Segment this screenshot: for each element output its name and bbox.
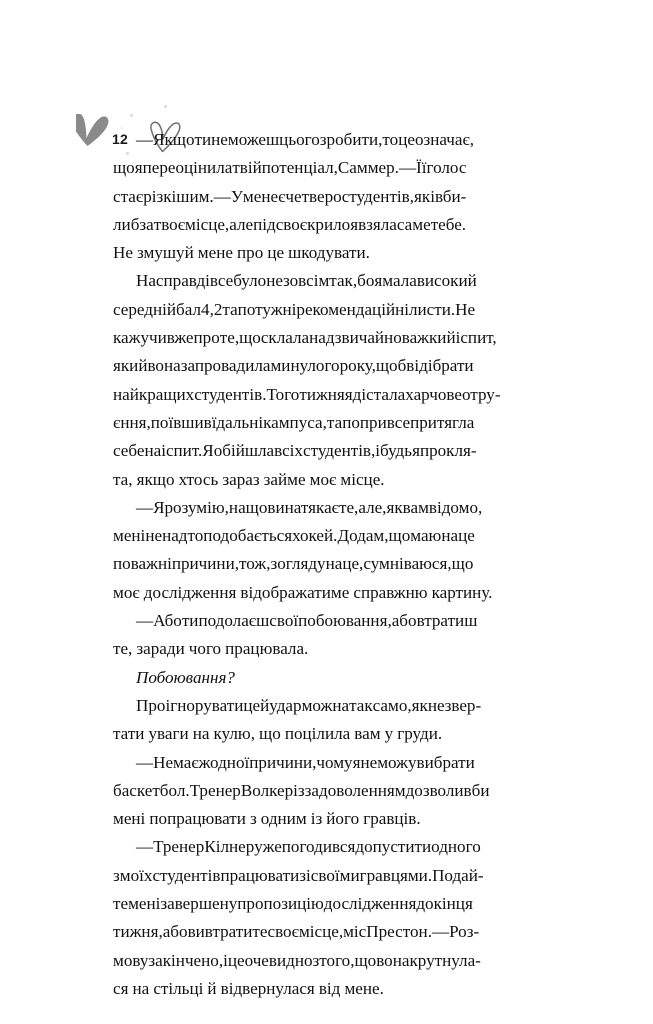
word: одного [431,837,481,857]
word: студентів, [302,441,376,461]
word: — [136,752,154,772]
word: Додам, [337,526,389,546]
word: то [382,130,399,149]
word: ви [267,497,285,517]
word: під [253,214,276,234]
word: тож, [239,554,271,574]
word: крило [307,214,351,234]
word: можеш [227,130,280,149]
word: кампуса, [263,412,327,432]
word: будь [380,441,413,461]
word: можу [377,752,417,772]
text-line [113,862,568,890]
word: Не [455,299,476,319]
word: цього [279,130,320,149]
word: отру- [461,384,501,404]
text-line [113,352,568,380]
word: вибрати [416,752,475,772]
word: поважні [113,554,172,574]
word: із [293,780,305,800]
word: не [360,752,378,772]
word: які [414,186,435,206]
word: Я [202,441,214,461]
word: можна [301,695,350,715]
text-line [113,381,568,409]
word: Немає [153,752,199,772]
word: Насправді [136,271,210,291]
word: і [223,950,228,970]
word: є [278,186,286,206]
word: на [441,526,459,546]
heart-filled-icon [76,114,110,148]
word: Якщо [153,130,195,149]
word: в [203,412,212,432]
word: дістала [352,384,406,404]
text-line [113,437,568,465]
word: який [113,356,148,376]
word: крутнула- [409,950,481,970]
word: я [350,214,359,234]
word: — [136,837,154,857]
word: листи. [409,299,456,319]
word: Роз- [449,922,480,942]
word: бал [176,299,202,319]
word: іспит, [455,328,497,348]
word: моїх [119,865,153,885]
word: Саммер. [337,158,399,178]
word: голос [426,158,467,178]
paragraph [113,692,568,749]
word: про [193,328,220,348]
word: року, [339,356,376,376]
word: вона [147,356,181,376]
word: це [398,130,415,149]
word: твій [232,158,262,178]
word: як [386,497,403,517]
word: поївши [150,412,204,432]
word: — [398,158,417,178]
word: це [227,950,245,970]
word: тебе. [430,214,467,234]
word: на [144,441,162,461]
word: та [222,299,238,319]
word: прокля- [419,441,477,461]
word: не [266,271,283,291]
paragraph [113,126,568,267]
word: Подай- [432,865,484,885]
text-line [113,267,568,295]
word: втратите [204,922,268,942]
word: потужні [237,299,297,319]
word: — [136,130,154,149]
text-line [113,183,568,211]
word: до [416,894,434,914]
word: удар [269,695,302,715]
word: склала [260,328,310,348]
word: студентів. [194,384,267,404]
word: втратиш [416,611,478,631]
word: різкішим. [143,186,214,206]
word: не [211,130,228,149]
paragraph [113,494,568,607]
word: подобається [203,526,293,546]
word: — [136,497,154,517]
word: уже [254,837,282,857]
word: чому [316,752,353,772]
word: високий [416,271,477,291]
word: харчове [405,384,462,404]
word: сумніваюся, [363,554,452,574]
word: іспит. [161,441,203,461]
word: мене [242,186,279,206]
text-line [113,494,568,522]
text-line [113,918,568,946]
word: надто [162,526,204,546]
word: огляду [277,554,326,574]
word: притягла [410,412,475,432]
text-line [113,522,568,550]
word: очевидно [244,950,313,970]
text-line [113,947,568,975]
word: обійшла [213,441,275,461]
word: звер- [444,695,482,715]
text-line: те, заради чого працювала. [113,639,309,659]
word: мову [113,950,149,970]
text-line: та, якщо хтось зараз займе моє місце. [113,469,385,489]
word: це [458,526,475,546]
word: що [239,328,261,348]
decorative-speck [130,114,133,117]
word: своє [267,922,299,942]
word: дозволив [405,780,472,800]
word: минулого [270,356,340,376]
text-line [113,211,568,239]
text-line [113,324,568,352]
text-line [113,833,568,861]
word: потенціал, [261,158,338,178]
word: того, [319,950,355,970]
word: Того [266,384,300,404]
word: найкращих [113,384,195,404]
text-line [113,777,568,805]
word: Тренер [189,780,241,800]
word: Тренер [153,837,205,857]
text-line: тати уваги на кулю, що поцілила вам у груди. [113,724,443,744]
paragraph [113,267,568,493]
text-line [113,296,568,324]
word: але, [358,497,387,517]
word: вби- [434,186,467,206]
word: само, [372,695,412,715]
word: мала [382,271,417,291]
word: за [139,214,154,234]
word: що [245,497,268,517]
word: себе [113,441,145,461]
word: гравцями. [359,865,433,885]
text-line [113,607,568,635]
word: своїми [310,865,360,885]
word: або [162,922,188,942]
word: ти [181,611,199,631]
word: тижня [299,384,345,404]
text-line [113,409,568,437]
word: попри [342,412,387,432]
word: важкий [401,328,456,348]
word: цей [243,695,270,715]
word: тижня, [113,922,163,942]
text-line [113,749,568,777]
word: не [427,695,445,715]
word: задоволенням [304,780,406,800]
word: подолаєш [198,611,270,631]
word: мені [128,894,161,914]
word: дослідження [323,894,417,914]
text-line [113,890,568,918]
word: що [354,950,377,970]
word: закінчено, [148,950,224,970]
word: ви [187,922,205,942]
word: і [375,441,381,461]
word: би [471,780,490,800]
word: рекомендаційні [296,299,409,319]
paragraph [113,664,568,692]
word: або [391,611,417,631]
word: Волкер [240,780,294,800]
word: всіх [274,441,303,461]
word: твоє [153,214,186,234]
word: я [412,441,420,461]
word: пропозицію [237,894,324,914]
word: У [230,186,243,206]
word: та [326,412,343,432]
word: вже [166,328,194,348]
word: кінця [433,894,473,914]
word: розумію, [164,497,229,517]
word: я [134,158,143,178]
word: свої [269,611,299,631]
word: як [411,695,428,715]
word: бо [357,271,375,291]
text-line: Побоювання? [136,667,235,687]
word: — [213,186,231,206]
word: те [113,894,129,914]
decorative-speck [164,105,167,108]
body-text [113,126,568,1003]
word: надзвичайно [309,328,402,348]
word: що [451,554,474,574]
word: з [312,950,320,970]
word: Престон. [366,922,432,942]
text-line [113,126,568,154]
word: на [325,554,343,574]
word: вона [376,950,410,970]
word: зовсім [282,271,330,291]
word: погодився [281,837,356,857]
word: все [386,412,411,432]
word: відомо, [428,497,483,517]
word: міс [343,922,367,942]
word: 4,2 [201,299,223,319]
word: четверо [285,186,342,206]
word: працювати [220,865,300,885]
word: так [349,695,373,715]
word: студентів, [341,186,415,206]
text-line: Не змушуй мене про це шкодувати. [113,243,370,263]
text-line: моє дослідження відображатиме справжню картину. [113,582,493,602]
word: означає, [414,130,475,149]
word: зі [299,865,311,885]
word: запровадила [180,356,271,376]
word: місце, [185,214,230,234]
word: побоювання, [298,611,392,631]
word: так, [329,271,358,291]
word: Кілнер [204,837,255,857]
text-line: мені попрацювати з одним із його гравців. [113,809,421,829]
word: зробити, [319,130,383,149]
word: відібрати [406,356,474,376]
word: — [136,611,154,631]
word: натякаєте, [284,497,359,517]
word: їдальні [211,412,264,432]
paragraph [113,749,568,834]
word: з [113,865,120,885]
word: б [130,214,140,234]
word: Її [416,158,427,178]
word: ли [113,214,131,234]
word: — [431,922,450,942]
word: на [228,497,246,517]
word: Проігнорувати [136,695,244,715]
word: місце, [298,922,344,942]
word: я [374,271,383,291]
word: все [209,271,234,291]
text-line [113,692,568,720]
word: але [229,214,254,234]
text-line [113,154,568,182]
word: я [344,384,353,404]
word: своє [275,214,308,234]
word: стає [113,186,144,206]
word: завершену [160,894,238,914]
word: баскетбол. [113,780,190,800]
word: причини, [171,554,240,574]
word: жодної [198,752,250,772]
word: допустити [355,837,432,857]
word: взяла [358,214,397,234]
word: щоб [375,356,407,376]
word: що [388,526,411,546]
word: причини, [249,752,317,772]
word: переоцінила [142,158,233,178]
word: це, [342,554,364,574]
text-line: ся на стільці й відвернулася від мене. [113,978,384,998]
word: саме [396,214,431,234]
word: те, [219,328,240,348]
word: хокей. [292,526,338,546]
word: вам [402,497,429,517]
word: Я [153,497,165,517]
paragraph [113,833,568,1003]
word: я [352,752,361,772]
word: Або [153,611,182,631]
word: середній [113,299,177,319]
word: мені [113,526,146,546]
word: ти [194,130,212,149]
word: що [113,158,135,178]
word: з [270,554,278,574]
word: не [145,526,163,546]
paragraph [113,607,568,664]
word: єння, [113,412,151,432]
word: було [233,271,267,291]
word: маю [410,526,442,546]
word: кажучи [113,328,167,348]
word: студентів [152,865,221,885]
page-number: 12 [112,131,128,147]
text-line [113,550,568,578]
